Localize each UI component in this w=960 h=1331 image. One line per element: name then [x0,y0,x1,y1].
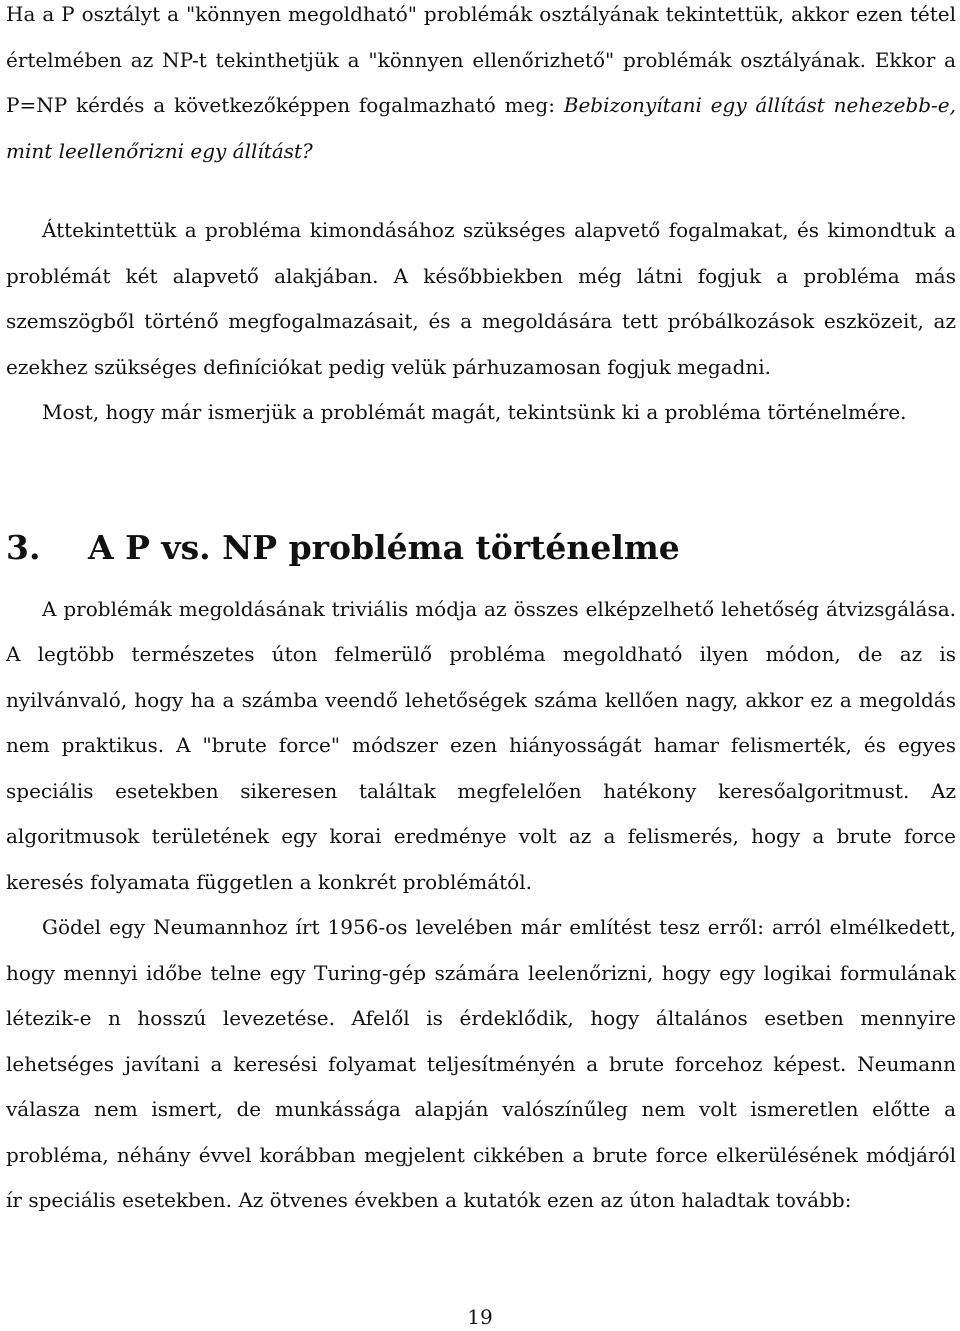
section-heading [6,528,956,568]
paragraph-brute-force: A problémák megoldásának triviális módja az összes elképzelhető lehetőség átvizsgálása. A legtöbb természetes úton felmerülő probléma megoldható ilyen módon, de az is nyilvánvaló, hogy ha a számba veendő lehetőségek száma kellően nagy, akkor ez a megoldás nem praktikus. A "brute force" módszer ezen hiányosságát hamar felismerték, és egyes speciális esetekben sikeresen találtak megfelelően hatékony keresőalgoritmust. Az algoritmusok területének egy korai eredménye volt az a felismerés, hogy a brute force keresés folyamata független a konkrét problémától. [6,596,956,894]
page-number: 19 [467,1305,493,1329]
paragraph-overview: Áttekintettük a probléma kimondásához szükséges alapvető fogalmakat, és kimondtuk a problémát két alapvető alakjában. A későbbiekben még látni fogjuk a probléma más szemszögből történő megfogalmazásait, és a megoldására tett próbálkozások eszközeit, az ezekhez szükséges definíciókat pedig velük párhuzamosan fogjuk megadni. [6,218,956,379]
section-number: 3. [6,527,41,567]
paragraph-np-class-question: Bebizonyítani egy állítást nehezebb-e, mint leellenőrizni egy állítást? [6,93,956,163]
paragraph-transition: Most, hogy már ismerjük a problémát magát, tekintsünk ki a probléma történelmére. [42,400,907,424]
section-title: A P vs. NP probléma történelme [88,527,680,567]
paragraph-np-class [6,0,956,174]
document-page [6,0,956,1224]
paragraph-np-class-text: Ha a P osztályt a "könnyen megoldható" problémák osztályának tekintettük, akkor ezen tétel értelmében az NP-t tekinthetjük a "könnyen ellenőrizhető" problémák osztályának. Ekkor a P=NP kérdés a következőképpen fogalmazható meg: [6,2,956,117]
paragraph-godel: Gödel egy Neumannhoz írt 1956-os levelében már említést tesz erről: arról elmélkedett, hogy mennyi időbe telne egy Turing-gép számára leelenőrizni, hogy egy logikai formulának létezik-e n hosszú levezetése. Afelől is érdeklődik, hogy általános esetben mennyire lehetséges javítani a keresési folyamat teljesítményén a brute forcehoz képest. Neumann válasza nem ismert, de munkássága alapján valószínűleg nem volt ismeretlen előtte a probléma, néhány évvel korábban megjelent cikkében a brute force elkerülésének módjáról ír speciális esetekben. Az ötvenes években a kutatók ezen az úton haladtak tovább: [6,915,956,1212]
